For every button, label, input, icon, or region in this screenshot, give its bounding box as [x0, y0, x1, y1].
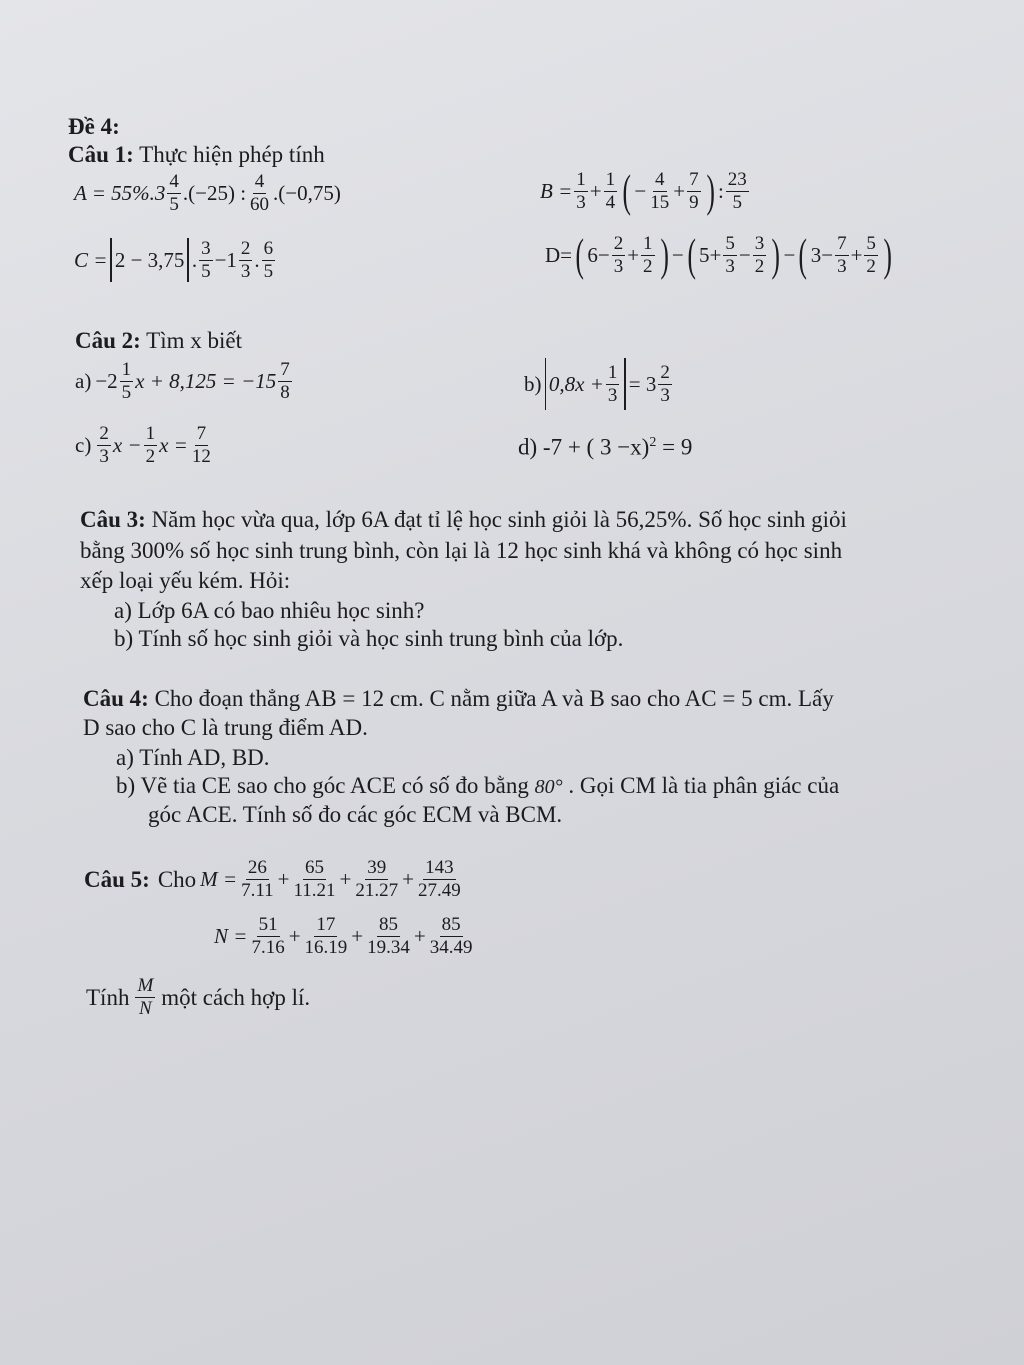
- equation-b: b) 0,8x + $\frac{1}{3}$ = 3 $\frac{2}{3}$: [524, 358, 674, 410]
- question-3-line-3: xếp loại yếu kém. Hỏi:: [80, 568, 291, 593]
- question-4-part-b-line-2: góc ACE. Tính số đo các góc ECM và BCM.: [148, 802, 563, 827]
- question-4-line-1: Câu 4: Cho đoạn thẳng AB = 12 cm. C nằm giữa A và B sao cho AC = 5 cm. Lấy: [83, 686, 834, 711]
- equation-a: a) −2 $\frac{1}{5}$ x + 8,125 = −15 $\frac{7}{8}$: [75, 359, 290, 403]
- equation-d: d) -7 + ( 3 −x)$^2$ = 9: [518, 434, 693, 460]
- expression-b: B = $\frac{1}{3}$ + $\frac{1}{4}$ ( − $\frac{4}{15}$ + $\frac{7}{9}$ ) : $\frac{23}{5}$: [540, 165, 747, 216]
- exam-title: Đề 4:: [68, 114, 120, 139]
- question-4-part-a: a) Tính AD, BD.: [116, 745, 270, 770]
- question-3-part-b: b) Tính số học sinh giỏi và học sinh trung bình của lớp.: [114, 626, 624, 651]
- question-5-task: Tính $\frac{M}{N}$ một cách hợp lí.: [86, 975, 311, 1019]
- expression-c: C = 2 − 3,75 . $\frac{3}{5}$ −1 $\frac{2}{3}$ . $\frac{6}{5}$: [74, 237, 274, 282]
- equation-c: c) $\frac{2}{3}$ x − $\frac{1}{2}$ x = $\frac{7}{12}$: [75, 423, 211, 467]
- question-4-line-2: D sao cho C là trung điểm AD.: [83, 715, 368, 740]
- question-3-line-2: bằng 300% số học sinh trung bình, còn lại là 12 học sinh khá và không có học sinh: [80, 538, 843, 563]
- expression-d: D= ( 6− $\frac{2}{3}$ + $\frac{1}{2}$ ) − ( 5+ $\frac{5}{3}$ − $\frac{3}{2}$ ) − ( 3− $\frac{7}{3}$ + $\frac{5}{2}$ ): [545, 229, 892, 280]
- question-5-n: N = $\frac{51}{7.16}$ + $\frac{17}{16.19}$ + $\frac{85}{19.34}$ + $\frac{85}{34.49}$: [214, 914, 473, 958]
- question-4-part-b-line-1: b) Vẽ tia CE sao cho góc ACE có số đo bằng 80° . Gọi CM là tia phân giác của: [116, 773, 840, 798]
- question-2-heading: Câu 2: Tìm x biết: [75, 328, 242, 353]
- question-3-line-1: Câu 3: Năm học vừa qua, lớp 6A đạt tỉ lệ học sinh giỏi là 56,25%. Số học sinh giỏi: [80, 507, 847, 532]
- question-5-m: Câu 5: Cho M = $\frac{26}{7.11}$ + $\frac{65}{11.21}$ + $\frac{39}{21.27}$ + $\frac{143}{27.49}$: [84, 857, 461, 901]
- expression-a: A = 55%.3 $\frac{4}{5}$ .(−25) : $\frac{4}{60}$ .(−0,75): [74, 171, 341, 215]
- question-1-heading: Câu 1: Thực hiện phép tính: [68, 142, 325, 167]
- question-3-part-a: a) Lớp 6A có bao nhiêu học sinh?: [114, 598, 425, 623]
